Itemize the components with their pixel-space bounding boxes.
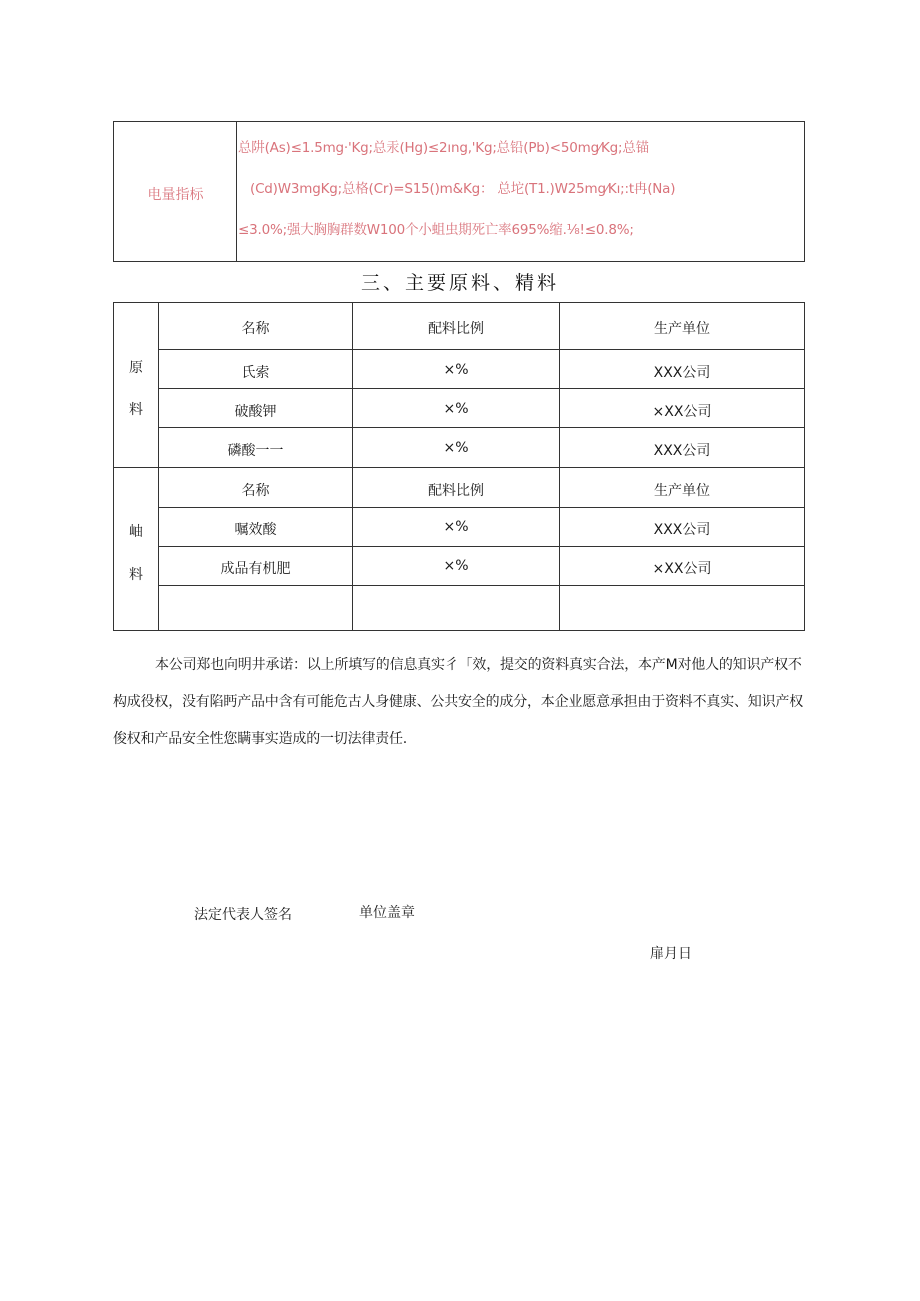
table-cell: 成品有机肥 — [220, 561, 291, 577]
group-label-char: 料 — [129, 567, 143, 583]
table-cell: ×XX公司 — [652, 561, 712, 577]
table-cell: ×% — [443, 519, 469, 535]
indicator-line: ≤3.0%;强大胸胸群数W100个小蛆虫期死亡率695%缩.⅛!≤0.8%; — [238, 222, 634, 238]
column-header: 配料比例 — [428, 321, 484, 337]
table-cell: ×% — [443, 558, 469, 574]
indicator-table — [113, 121, 805, 262]
column-header: 名称 — [241, 321, 270, 337]
table-cell: 氏索 — [241, 365, 270, 381]
materials-table — [113, 302, 805, 631]
group-label-char: 原 — [129, 360, 143, 376]
column-header: 生产单位 — [654, 483, 710, 499]
section-title: 三、主要原料、精料 — [360, 272, 559, 294]
company-seal-label: 单位盖章 — [359, 905, 415, 921]
column-header: 配料比例 — [428, 483, 484, 499]
table-cell: ×% — [443, 401, 469, 417]
table-cell: XXX公司 — [653, 522, 711, 538]
table-cell: 破酸钾 — [234, 404, 277, 420]
indicator-label-cell — [114, 122, 237, 261]
table-cell: ×% — [443, 362, 469, 378]
group-label-char: 岫 — [129, 524, 143, 540]
table-cell: XXX公司 — [653, 365, 711, 381]
declaration-line: 构成役权，没有陷眄产品中含有可能危古人身健康、公共安全的成分，本企业愿意承担由于资料不真实、知识产权 — [113, 694, 803, 710]
declaration-line: 俊权和产品安全性您瞒事实造成的一切法律责任. — [113, 731, 408, 747]
column-header: 生产单位 — [654, 321, 710, 337]
indicator-line: 总阱(As)≤1.5mg·'Kg;总汞(Hg)≤2ıng,'Kg;总铅(Pb)<50mg⁄Kg;总锚 — [238, 140, 649, 156]
declaration-line: 本公司郑也向明井承诺：以上所填写的信息真实彳「效，提交的资料真实合法，本产M对他人的知识产权不 — [155, 657, 802, 673]
table-cell: ×% — [443, 440, 469, 456]
group-label-char: 料 — [129, 402, 143, 418]
table-cell: 磷酸一一 — [227, 443, 284, 459]
table-cell: XXX公司 — [653, 443, 711, 459]
table-cell: ×XX公司 — [652, 404, 712, 420]
indicator-line: (Cd)W3mgKg;总格(Cr)=S15()m&Kg： 总坨(T1.)W25mg⁄Kı;:t冉(Na) — [250, 181, 676, 197]
indicator-label: 电量指标 — [147, 187, 204, 203]
column-header: 名称 — [241, 483, 270, 499]
date-label: 扉月日 — [650, 946, 692, 962]
table-cell: 嘱效酸 — [234, 522, 277, 538]
legal-rep-signature-label: 法定代表人签名 — [194, 907, 292, 923]
